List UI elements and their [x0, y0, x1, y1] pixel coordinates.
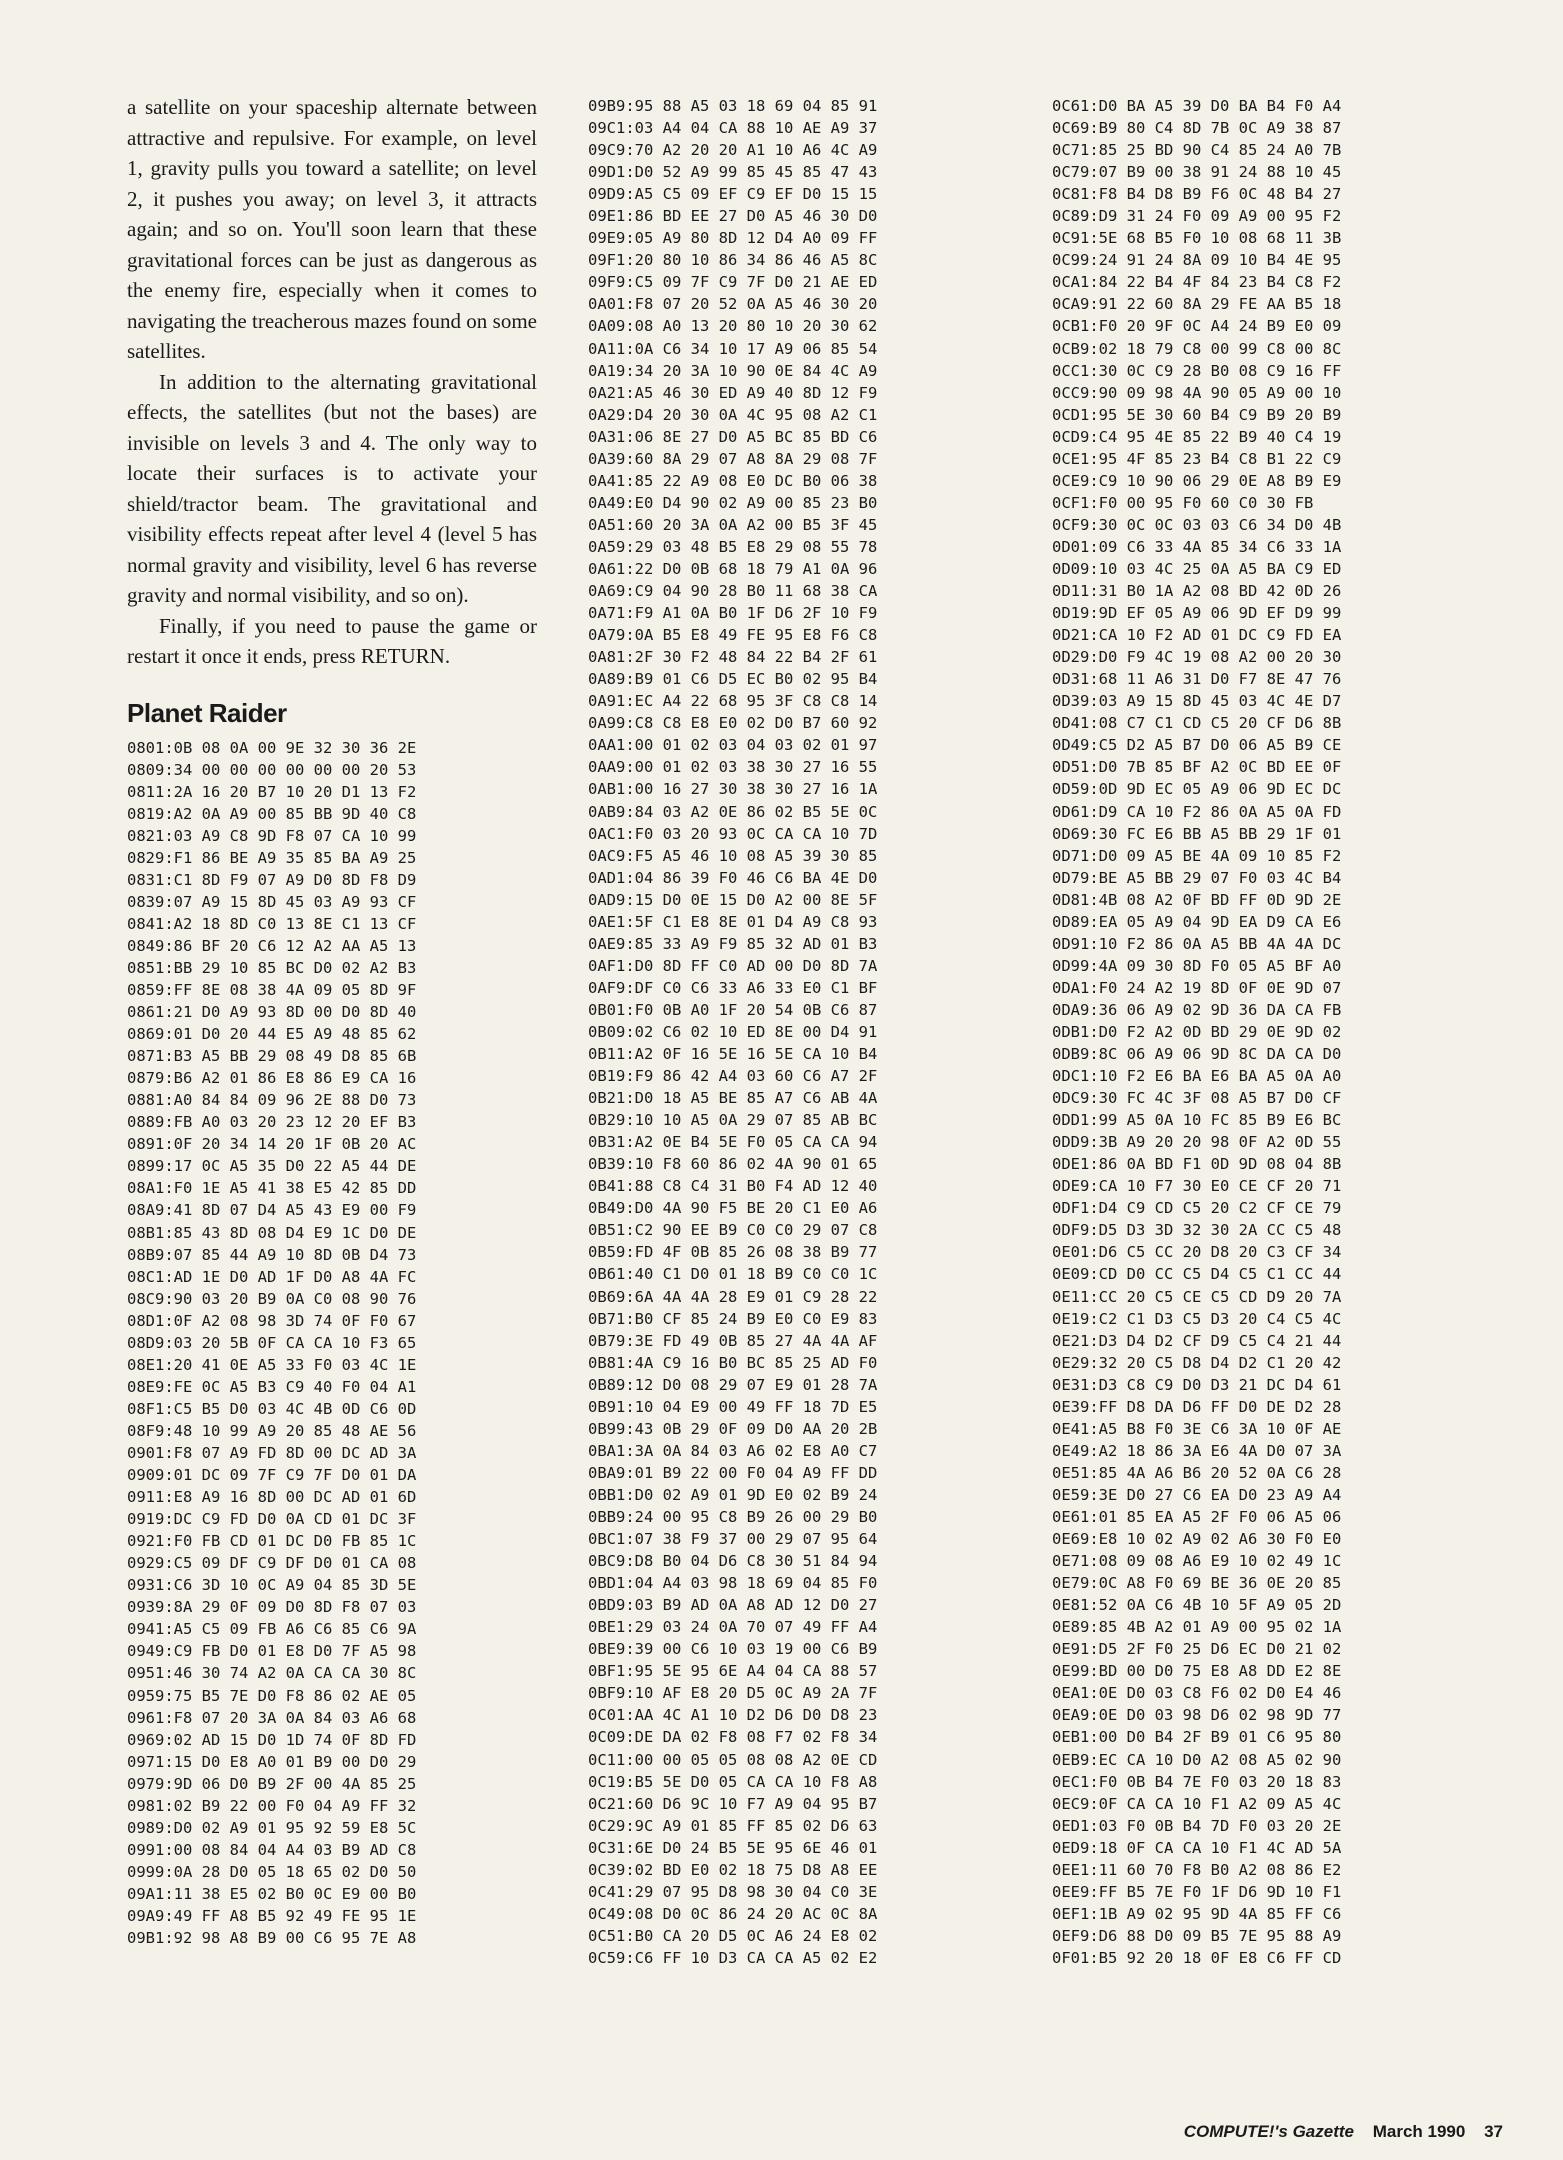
listing-line: 0E71:08 09 08 A6 E9 10 02 49 1C	[1052, 1552, 1342, 1571]
listing-line: 0DA9:36 06 A9 02 9D 36 DA CA FB	[1052, 1000, 1342, 1019]
listing-line: 0AC9:F5 A5 46 10 08 A5 39 30 85	[588, 846, 878, 865]
listing-line: 0841:A2 18 8D C0 13 8E C1 13 CF	[127, 914, 417, 933]
listing-line: 0CE9:C9 10 90 06 29 0E A8 B9 E9	[1052, 471, 1342, 490]
listing-line: 0D31:68 11 A6 31 D0 F7 8E 47 76	[1052, 670, 1342, 689]
listing-line: 0AD9:15 D0 0E 15 D0 A2 00 8E 5F	[588, 890, 878, 909]
listing-line: 0C59:C6 FF 10 D3 CA CA A5 02 E2	[588, 1948, 878, 1967]
listing-line: 0E09:CD D0 CC C5 D4 C5 C1 CC 44	[1052, 1265, 1342, 1284]
article-paragraph: a satellite on your spaceship alternate between attractive and repulsive. For example, on level 1, gravity pulls you toward a satellite; on level 2, it pushes you away; on level 3, it attracts again; and so on. You'll soon learn that these gravitational forces can be just as dangerous as the enemy fire, especially when it comes to navigating the treacherous mazes found on some satellites.	[127, 95, 537, 363]
listing-line: 0CE1:95 4F 85 23 B4 C8 B1 22 C9	[1052, 449, 1342, 468]
listing-line: 0859:FF 8E 08 38 4A 09 05 8D 9F	[127, 981, 417, 1000]
listing-line: 0A49:E0 D4 90 02 A9 00 85 23 B0	[588, 493, 878, 512]
listing-title: Planet Raider	[127, 697, 287, 728]
listing-line: 0D21:CA 10 F2 AD 01 DC C9 FD EA	[1052, 626, 1342, 645]
listing-line: 0EF1:1B A9 02 95 9D 4A 85 FF C6	[1052, 1904, 1342, 1923]
listing-line: 0839:07 A9 15 8D 45 03 A9 93 CF	[127, 892, 417, 911]
listing-line: 0929:C5 09 DF C9 DF D0 01 CA 08	[127, 1554, 417, 1573]
listing-line: 0A69:C9 04 90 28 B0 11 68 38 CA	[588, 582, 878, 601]
listing-line: 0989:D0 02 A9 01 95 92 59 E8 5C	[127, 1818, 417, 1837]
listing-line: 0C71:85 25 BD 90 C4 85 24 A0 7B	[1052, 141, 1342, 160]
listing-line: 09B9:95 88 A5 03 18 69 04 85 91	[588, 97, 878, 115]
listing-line: 0A21:A5 46 30 ED A9 40 8D 12 F9	[588, 383, 878, 402]
listing-line: 0889:FB A0 03 20 23 12 20 EF B3	[127, 1113, 417, 1132]
listing-line: 0C09:DE DA 02 F8 08 F7 02 F8 34	[588, 1728, 878, 1747]
listing-line: 0861:21 D0 A9 93 8D 00 D0 8D 40	[127, 1003, 417, 1022]
listing-line: 0C19:B5 5E D0 05 CA CA 10 F8 A8	[588, 1772, 878, 1791]
listing-line: 0AE1:5F C1 E8 8E 01 D4 A9 C8 93	[588, 912, 878, 931]
listing-line: 0E01:D6 C5 CC 20 D8 20 C3 CF 34	[1052, 1243, 1342, 1262]
listing-line: 0B01:F0 0B A0 1F 20 54 0B C6 87	[588, 1000, 878, 1019]
listing-line: 0A19:34 20 3A 10 90 0E 84 4C A9	[588, 361, 878, 380]
listing-line: 0D61:D9 CA 10 F2 86 0A A5 0A FD	[1052, 802, 1342, 821]
listing-line: 0EC9:0F CA CA 10 F1 A2 09 A5 4C	[1052, 1794, 1342, 1813]
listing-line: 0A11:0A C6 34 10 17 A9 06 85 54	[588, 339, 878, 358]
listing-line: 08D1:0F A2 08 98 3D 74 0F F0 67	[127, 1311, 417, 1330]
listing-line: 0C39:02 BD E0 02 18 75 D8 A8 EE	[588, 1860, 878, 1879]
listing-line: 0CD9:C4 95 4E 85 22 B9 40 C4 19	[1052, 427, 1342, 446]
listing-line: 0BA9:01 B9 22 00 F0 04 A9 FF DD	[588, 1463, 878, 1482]
listing-line: 0AB9:84 03 A2 0E 86 02 B5 5E 0C	[588, 802, 878, 821]
listing-line: 0991:00 08 84 04 A4 03 B9 AD C8	[127, 1840, 417, 1859]
listing-line: 08B1:85 43 8D 08 D4 E9 1C D0 DE	[127, 1223, 417, 1242]
listing-line: 0831:C1 8D F9 07 A9 D0 8D F8 D9	[127, 870, 417, 889]
listing-line: 08A9:41 8D 07 D4 A5 43 E9 00 F9	[127, 1201, 417, 1220]
listing-line: 0931:C6 3D 10 0C A9 04 85 3D 5E	[127, 1576, 417, 1595]
listing-line: 0C01:AA 4C A1 10 D2 D6 D0 D8 23	[588, 1706, 878, 1725]
listing-line: 0D91:10 F2 86 0A A5 BB 4A 4A DC	[1052, 934, 1342, 953]
listing-line: 0E31:D3 C8 C9 D0 D3 21 DC D4 61	[1052, 1375, 1342, 1394]
listing-line: 0921:F0 FB CD 01 DC D0 FB 85 1C	[127, 1532, 417, 1551]
listing-line: 0811:2A 16 20 B7 10 20 D1 13 F2	[127, 782, 417, 801]
listing-line: 0CA1:84 22 B4 4F 84 23 B4 C8 F2	[1052, 273, 1342, 292]
listing-line: 09D9:A5 C5 09 EF C9 EF D0 15 15	[588, 185, 878, 204]
listing-line: 0E49:A2 18 86 3A E6 4A D0 07 3A	[1052, 1441, 1342, 1460]
listing-line: 0D59:0D 9D EC 05 A9 06 9D EC DC	[1052, 780, 1342, 799]
listing-line: 0A51:60 20 3A 0A A2 00 B5 3F 45	[588, 515, 878, 534]
listing-line: 0869:01 D0 20 44 E5 A9 48 85 62	[127, 1025, 417, 1044]
listing-line: 0D81:4B 08 A2 0F BD FF 0D 9D 2E	[1052, 890, 1342, 909]
page-footer	[1170, 2122, 1503, 2142]
listing-line: 0C99:24 91 24 8A 09 10 B4 4E 95	[1052, 251, 1342, 270]
listing-line: 0CB1:F0 20 9F 0C A4 24 B9 E0 09	[1052, 317, 1342, 336]
listing-line: 0EF9:D6 88 D0 09 B5 7E 95 88 A9	[1052, 1926, 1342, 1945]
listing-line: 0DC1:10 F2 E6 BA E6 BA A5 0A A0	[1052, 1067, 1342, 1086]
listing-line: 0B09:02 C6 02 10 ED 8E 00 D4 91	[588, 1022, 878, 1041]
listing-line: 0B11:A2 0F 16 5E 16 5E CA 10 B4	[588, 1045, 878, 1064]
listing-line: 0A79:0A B5 E8 49 FE 95 E8 F6 C8	[588, 626, 878, 645]
listing-line: 0C61:D0 BA A5 39 D0 BA B4 F0 A4	[1052, 97, 1342, 115]
listing-line: 0CC1:30 0C C9 28 B0 08 C9 16 FF	[1052, 361, 1342, 380]
listing-line: 0BC9:D8 B0 04 D6 C8 30 51 84 94	[588, 1552, 878, 1571]
listing-line: 0F01:B5 92 20 18 0F E8 C6 FF CD	[1052, 1948, 1342, 1967]
listing-column-1	[127, 737, 537, 1950]
listing-line: 0A71:F9 A1 0A B0 1F D6 2F 10 F9	[588, 604, 878, 623]
listing-line: 0A09:08 A0 13 20 80 10 20 30 62	[588, 317, 878, 336]
listing-line: 0A91:EC A4 22 68 95 3F C8 C8 14	[588, 692, 878, 711]
listing-line: 0C69:B9 80 C4 8D 7B 0C A9 38 87	[1052, 119, 1342, 138]
listing-line: 0DB1:D0 F2 A2 0D BD 29 0E 9D 02	[1052, 1022, 1342, 1041]
listing-line: 0961:F8 07 20 3A 0A 84 03 A6 68	[127, 1708, 417, 1727]
listing-line: 0CD1:95 5E 30 60 B4 C9 B9 20 B9	[1052, 405, 1342, 424]
listing-line: 0879:B6 A2 01 86 E8 86 E9 CA 16	[127, 1069, 417, 1088]
listing-line: 09C9:70 A2 20 20 A1 10 A6 4C A9	[588, 141, 878, 160]
listing-line: 0ED1:03 F0 0B B4 7D F0 03 20 2E	[1052, 1816, 1342, 1835]
listing-line: 0AA9:00 01 02 03 38 30 27 16 55	[588, 758, 878, 777]
listing-line: 0B49:D0 4A 90 F5 BE 20 C1 E0 A6	[588, 1199, 878, 1218]
listing-line: 08E9:FE 0C A5 B3 C9 40 F0 04 A1	[127, 1377, 417, 1396]
listing-line: 0E11:CC 20 C5 CE C5 CD D9 20 7A	[1052, 1287, 1342, 1306]
listing-line: 0E41:A5 B8 F0 3E C6 3A 10 0F AE	[1052, 1419, 1342, 1438]
article-body	[127, 92, 537, 672]
listing-line: 0DB9:8C 06 A9 06 9D 8C DA CA D0	[1052, 1045, 1342, 1064]
listing-line: 0949:C9 FB D0 01 E8 D0 7F A5 98	[127, 1642, 417, 1661]
listing-line: 0B89:12 D0 08 29 07 E9 01 28 7A	[588, 1375, 878, 1394]
listing-line: 0AB1:00 16 27 30 38 30 27 16 1A	[588, 780, 878, 799]
listing-line: 0D89:EA 05 A9 04 9D EA D9 CA E6	[1052, 912, 1342, 931]
listing-line: 0A61:22 D0 0B 68 18 79 A1 0A 96	[588, 559, 878, 578]
listing-line: 0909:01 DC 09 7F C9 7F D0 01 DA	[127, 1466, 417, 1485]
listing-line: 08C1:AD 1E D0 AD 1F D0 A8 4A FC	[127, 1267, 417, 1286]
listing-line: 0C89:D9 31 24 F0 09 A9 00 95 F2	[1052, 207, 1342, 226]
listing-line: 0E39:FF D8 DA D6 FF D0 DE D2 28	[1052, 1397, 1342, 1416]
listing-line: 0C41:29 07 95 D8 98 30 04 C0 3E	[588, 1882, 878, 1901]
listing-line: 0D41:08 C7 C1 CD C5 20 CF D6 8B	[1052, 714, 1342, 733]
listing-line: 0DD9:3B A9 20 20 98 0F A2 0D 55	[1052, 1133, 1342, 1152]
listing-line: 0AD1:04 86 39 F0 46 C6 BA 4E D0	[588, 868, 878, 887]
listing-line: 0901:F8 07 A9 FD 8D 00 DC AD 3A	[127, 1444, 417, 1462]
listing-line: 0C51:B0 CA 20 D5 0C A6 24 E8 02	[588, 1926, 878, 1945]
listing-line: 0DE9:CA 10 F7 30 E0 CE CF 20 71	[1052, 1177, 1342, 1196]
listing-line: 09C1:03 A4 04 CA 88 10 AE A9 37	[588, 119, 878, 138]
listing-line: 08B9:07 85 44 A9 10 8D 0B D4 73	[127, 1245, 417, 1264]
listing-line: 0C21:60 D6 9C 10 F7 A9 04 95 B7	[588, 1794, 878, 1813]
listing-line: 0829:F1 86 BE A9 35 85 BA A9 25	[127, 848, 417, 867]
listing-line: 0D69:30 FC E6 BB A5 BB 29 1F 01	[1052, 824, 1342, 843]
listing-line: 0E81:52 0A C6 4B 10 5F A9 05 2D	[1052, 1596, 1342, 1615]
listing-line: 0E51:85 4A A6 B6 20 52 0A C6 28	[1052, 1463, 1342, 1482]
listing-line: 09D1:D0 52 A9 99 85 45 85 47 43	[588, 163, 878, 182]
article-paragraph: In addition to the alternating gravitational effects, the satellites (but not the bases) are invisible on levels 3 and 4. The only way to locate their surfaces is to activate your shield/tractor beam. The gravitational and visibility effects repeat after level 4 (level 5 has normal gravity and visibility, level 6 has reverse gravity and normal visibility, and so on).	[127, 369, 537, 607]
listing-line: 0E79:0C A8 F0 69 BE 36 0E 20 85	[1052, 1574, 1342, 1593]
listing-line: 0D01:09 C6 33 4A 85 34 C6 33 1A	[1052, 537, 1342, 556]
listing-line: 0899:17 0C A5 35 D0 22 A5 44 DE	[127, 1157, 417, 1176]
listing-line: 0D99:4A 09 30 8D F0 05 A5 BF A0	[1052, 956, 1342, 975]
listing-line: 0A89:B9 01 C6 D5 EC B0 02 95 B4	[588, 670, 878, 689]
issue-date: March 1990	[1372, 2122, 1466, 2141]
listing-line: 0E89:85 4B A2 01 A9 00 95 02 1A	[1052, 1618, 1342, 1637]
listing-line: 0819:A2 0A A9 00 85 BB 9D 40 C8	[127, 804, 417, 823]
listing-line: 0AE9:85 33 A9 F9 85 32 AD 01 B3	[588, 934, 878, 953]
listing-line: 08E1:20 41 0E A5 33 F0 03 4C 1E	[127, 1355, 417, 1374]
listing-line: 0911:E8 A9 16 8D 00 DC AD 01 6D	[127, 1488, 417, 1507]
listing-line: 0AA1:00 01 02 03 04 03 02 01 97	[588, 736, 878, 755]
listing-line: 0969:02 AD 15 D0 1D 74 0F 8D FD	[127, 1730, 417, 1749]
listing-line: 0821:03 A9 C8 9D F8 07 CA 10 99	[127, 826, 417, 845]
listing-line: 0DE1:86 0A BD F1 0D 9D 08 04 8B	[1052, 1155, 1342, 1174]
listing-line: 0EE1:11 60 70 F8 B0 A2 08 86 E2	[1052, 1860, 1342, 1879]
listing-line: 0BE1:29 03 24 0A 70 07 49 FF A4	[588, 1618, 878, 1637]
listing-line: 0A01:F8 07 20 52 0A A5 46 30 20	[588, 295, 878, 314]
listing-line: 0EB1:00 D0 B4 2F B9 01 C6 95 80	[1052, 1728, 1342, 1747]
listing-line: 0E99:BD 00 D0 75 E8 A8 DD E2 8E	[1052, 1662, 1342, 1681]
listing-line: 08F1:C5 B5 D0 03 4C 4B 0D C6 0D	[127, 1399, 417, 1418]
listing-line: 0A59:29 03 48 B5 E8 29 08 55 78	[588, 537, 878, 556]
listing-line: 0B61:40 C1 D0 01 18 B9 C0 C0 1C	[588, 1265, 878, 1284]
listing-line: 0959:75 B5 7E D0 F8 86 02 AE 05	[127, 1686, 417, 1705]
listing-column-2	[588, 95, 1028, 1969]
listing-line: 0D29:D0 F9 4C 19 08 A2 00 20 30	[1052, 648, 1342, 667]
listing-line: 0BA1:3A 0A 84 03 A6 02 E8 A0 C7	[588, 1441, 878, 1460]
listing-line: 0809:34 00 00 00 00 00 00 20 53	[127, 760, 417, 779]
listing-line: 0DC9:30 FC 4C 3F 08 A5 B7 D0 CF	[1052, 1089, 1342, 1108]
listing-line: 0AF1:D0 8D FF C0 AD 00 D0 8D 7A	[588, 956, 878, 975]
listing-line: 0D49:C5 D2 A5 B7 D0 06 A5 B9 CE	[1052, 736, 1342, 755]
listing-line: 0A29:D4 20 30 0A 4C 95 08 A2 C1	[588, 405, 878, 424]
listing-line: 0B41:88 C8 C4 31 B0 F4 AD 12 40	[588, 1177, 878, 1196]
listing-line: 0EC1:F0 0B B4 7E F0 03 20 18 83	[1052, 1772, 1342, 1791]
listing-line: 0981:02 B9 22 00 F0 04 A9 FF 32	[127, 1796, 417, 1815]
listing-line: 0AC1:F0 03 20 93 0C CA CA 10 7D	[588, 824, 878, 843]
listing-line: 0BB1:D0 02 A9 01 9D E0 02 B9 24	[588, 1485, 878, 1504]
listing-line: 0D09:10 03 4C 25 0A A5 BA C9 ED	[1052, 559, 1342, 578]
listing-line: 0EE9:FF B5 7E F0 1F D6 9D 10 F1	[1052, 1882, 1342, 1901]
listing-line: 0D39:03 A9 15 8D 45 03 4C 4E D7	[1052, 692, 1342, 711]
listing-line: 0E21:D3 D4 D2 CF D9 C5 C4 21 44	[1052, 1331, 1342, 1350]
listing-line: 08F9:48 10 99 A9 20 85 48 AE 56	[127, 1421, 417, 1440]
listing-line: 0CF1:F0 00 95 F0 60 C0 30 FB	[1052, 493, 1314, 512]
listing-line: 08D9:03 20 5B 0F CA CA 10 F3 65	[127, 1333, 417, 1352]
listing-line: 0A39:60 8A 29 07 A8 8A 29 08 7F	[588, 449, 878, 468]
listing-line: 0B69:6A 4A 4A 28 E9 01 C9 28 22	[588, 1287, 878, 1306]
listing-line: 09A1:11 38 E5 02 B0 0C E9 00 B0	[127, 1884, 417, 1903]
listing-line: 0B71:B0 CF 85 24 B9 E0 C0 E9 83	[588, 1309, 878, 1328]
listing-line: 0B91:10 04 E9 00 49 FF 18 7D E5	[588, 1397, 878, 1416]
listing-line: 0D79:BE A5 BB 29 07 F0 03 4C B4	[1052, 868, 1342, 887]
listing-line: 0C31:6E D0 24 B5 5E 95 6E 46 01	[588, 1838, 878, 1857]
listing-line: 0E59:3E D0 27 C6 EA D0 23 A9 A4	[1052, 1485, 1342, 1504]
listing-line: 0971:15 D0 E8 A0 01 B9 00 D0 29	[127, 1752, 417, 1771]
listing-line: 0D11:31 B0 1A A2 08 BD 42 0D 26	[1052, 582, 1342, 601]
listing-line: 09F1:20 80 10 86 34 86 46 A5 8C	[588, 251, 878, 270]
listing-line: 0D71:D0 09 A5 BE 4A 09 10 85 F2	[1052, 846, 1342, 865]
listing-line: 0BC1:07 38 F9 37 00 29 07 95 64	[588, 1530, 878, 1549]
listing-line: 0EB9:EC CA 10 D0 A2 08 A5 02 90	[1052, 1750, 1342, 1769]
listing-line: 08C9:90 03 20 B9 0A C0 08 90 76	[127, 1289, 417, 1308]
listing-line: 0B51:C2 90 EE B9 C0 C0 29 07 C8	[588, 1221, 878, 1240]
listing-line: 0C11:00 00 05 05 08 08 A2 0E CD	[588, 1750, 878, 1769]
listing-line: 0871:B3 A5 BB 29 08 49 D8 85 6B	[127, 1047, 417, 1066]
listing-line: 0BD1:04 A4 03 98 18 69 04 85 F0	[588, 1574, 878, 1593]
listing-line: 0A31:06 8E 27 D0 A5 BC 85 BD C6	[588, 427, 878, 446]
listing-line: 0DD1:99 A5 0A 10 FC 85 B9 E6 BC	[1052, 1111, 1342, 1130]
listing-line: 0849:86 BF 20 C6 12 A2 AA A5 13	[127, 936, 417, 955]
listing-line: 0BE9:39 00 C6 10 03 19 00 C6 B9	[588, 1640, 878, 1659]
listing-line: 0CF9:30 0C 0C 03 03 C6 34 D0 4B	[1052, 515, 1342, 534]
listing-line: 0A99:C8 C8 E8 E0 02 D0 B7 60 92	[588, 714, 878, 733]
listing-line: 0BF1:95 5E 95 6E A4 04 CA 88 57	[588, 1662, 878, 1681]
listing-line: 0C29:9C A9 01 85 FF 85 02 D6 63	[588, 1816, 878, 1835]
middle-column	[588, 95, 1028, 1969]
listing-line: 0B19:F9 86 42 A4 03 60 C6 A7 2F	[588, 1067, 878, 1086]
listing-line: 0B59:FD 4F 0B 85 26 08 38 B9 77	[588, 1243, 878, 1262]
listing-line: 0C49:08 D0 0C 86 24 20 AC 0C 8A	[588, 1904, 878, 1923]
publication-name: COMPUTE!'s Gazette	[1183, 2122, 1354, 2141]
listing-line: 0B21:D0 18 A5 BE 85 A7 C6 AB 4A	[588, 1089, 878, 1108]
listing-line: 0D19:9D EF 05 A9 06 9D EF D9 99	[1052, 604, 1342, 623]
listing-line: 0951:46 30 74 A2 0A CA CA 30 8C	[127, 1664, 417, 1683]
right-column	[1052, 95, 1502, 1969]
listing-line: 0EA1:0E D0 03 C8 F6 02 D0 E4 46	[1052, 1684, 1342, 1703]
listing-line: 0DA1:F0 24 A2 19 8D 0F 0E 9D 07	[1052, 978, 1342, 997]
listing-line: 0BB9:24 00 95 C8 B9 26 00 29 B0	[588, 1508, 878, 1526]
listing-line: 0939:8A 29 0F 09 D0 8D F8 07 03	[127, 1598, 417, 1617]
listing-line: 09E1:86 BD EE 27 D0 A5 46 30 D0	[588, 207, 878, 226]
listing-line: 09F9:C5 09 7F C9 7F D0 21 AE ED	[588, 273, 878, 292]
listing-line: 0DF1:D4 C9 CD C5 20 C2 CF CE 79	[1052, 1199, 1342, 1218]
article-paragraph: Finally, if you need to pause the game or restart it once it ends, press RETURN.	[127, 613, 537, 668]
listing-line: 0DF9:D5 D3 3D 32 30 2A CC C5 48	[1052, 1221, 1342, 1240]
page-number: 37	[1484, 2122, 1503, 2141]
listing-line: 0A81:2F 30 F2 48 84 22 B4 2F 61	[588, 648, 878, 667]
listing-line: 0AF9:DF C0 C6 33 A6 33 E0 C1 BF	[588, 978, 878, 997]
listing-line: 0941:A5 C5 09 FB A6 C6 85 C6 9A	[127, 1620, 417, 1639]
listing-line: 0C81:F8 B4 D8 B9 F6 0C 48 B4 27	[1052, 185, 1342, 204]
listing-line: 0C91:5E 68 B5 F0 10 08 68 11 3B	[1052, 229, 1342, 248]
listing-line: 0E29:32 20 C5 D8 D4 D2 C1 20 42	[1052, 1353, 1342, 1372]
listing-line: 0CB9:02 18 79 C8 00 99 C8 00 8C	[1052, 339, 1342, 358]
listing-line: 0E19:C2 C1 D3 C5 D3 20 C4 C5 4C	[1052, 1309, 1342, 1328]
listing-line: 0CC9:90 09 98 4A 90 05 A9 00 10	[1052, 383, 1342, 402]
listing-line: 0B31:A2 0E B4 5E F0 05 CA CA 94	[588, 1133, 878, 1152]
listing-line: 0801:0B 08 0A 00 9E 32 30 36 2E	[127, 738, 417, 757]
listing-line: 0851:BB 29 10 85 BC D0 02 A2 B3	[127, 958, 417, 977]
listing-line: 09B1:92 98 A8 B9 00 C6 95 7E A8	[127, 1929, 417, 1948]
listing-line: 0B39:10 F8 60 86 02 4A 90 01 65	[588, 1155, 878, 1174]
listing-line: 09A9:49 FF A8 B5 92 49 FE 95 1E	[127, 1906, 417, 1925]
listing-line: 0C79:07 B9 00 38 91 24 88 10 45	[1052, 163, 1342, 182]
listing-line: 08A1:F0 1E A5 41 38 E5 42 85 DD	[127, 1179, 417, 1198]
listing-line: 0999:0A 28 D0 05 18 65 02 D0 50	[127, 1862, 417, 1881]
listing-line: 0B99:43 0B 29 0F 09 D0 AA 20 2B	[588, 1419, 878, 1438]
listing-line: 0E91:D5 2F F0 25 D6 EC D0 21 02	[1052, 1640, 1342, 1659]
listing-line: 0ED9:18 0F CA CA 10 F1 4C AD 5A	[1052, 1838, 1342, 1857]
listing-line: 0BF9:10 AF E8 20 D5 0C A9 2A 7F	[588, 1684, 878, 1703]
listing-line: 09E9:05 A9 80 8D 12 D4 A0 09 FF	[588, 229, 878, 248]
left-column	[127, 92, 537, 1949]
listing-line: 0979:9D 06 D0 B9 2F 00 4A 85 25	[127, 1774, 417, 1793]
listing-line: 0D51:D0 7B 85 BF A2 0C BD EE 0F	[1052, 758, 1342, 777]
listing-line: 0881:A0 84 84 09 96 2E 88 D0 73	[127, 1091, 417, 1110]
listing-line: 0E69:E8 10 02 A9 02 A6 30 F0 E0	[1052, 1530, 1342, 1549]
listing-line: 0B81:4A C9 16 B0 BC 85 25 AD F0	[588, 1353, 878, 1372]
listing-line: 0EA9:0E D0 03 98 D6 02 98 9D 77	[1052, 1706, 1342, 1725]
listing-column-3	[1052, 95, 1502, 1969]
listing-line: 0E61:01 85 EA A5 2F F0 06 A5 06	[1052, 1508, 1342, 1526]
listing-line: 0919:DC C9 FD D0 0A CD 01 DC 3F	[127, 1510, 417, 1529]
listing-line: 0A41:85 22 A9 08 E0 DC B0 06 38	[588, 471, 878, 490]
listing-line: 0B79:3E FD 49 0B 85 27 4A 4A AF	[588, 1331, 878, 1350]
listing-line: 0B29:10 10 A5 0A 29 07 85 AB BC	[588, 1111, 878, 1130]
listing-line: 0CA9:91 22 60 8A 29 FE AA B5 18	[1052, 295, 1342, 314]
listing-line: 0891:0F 20 34 14 20 1F 0B 20 AC	[127, 1135, 417, 1154]
listing-line: 0BD9:03 B9 AD 0A A8 AD 12 D0 27	[588, 1596, 878, 1615]
